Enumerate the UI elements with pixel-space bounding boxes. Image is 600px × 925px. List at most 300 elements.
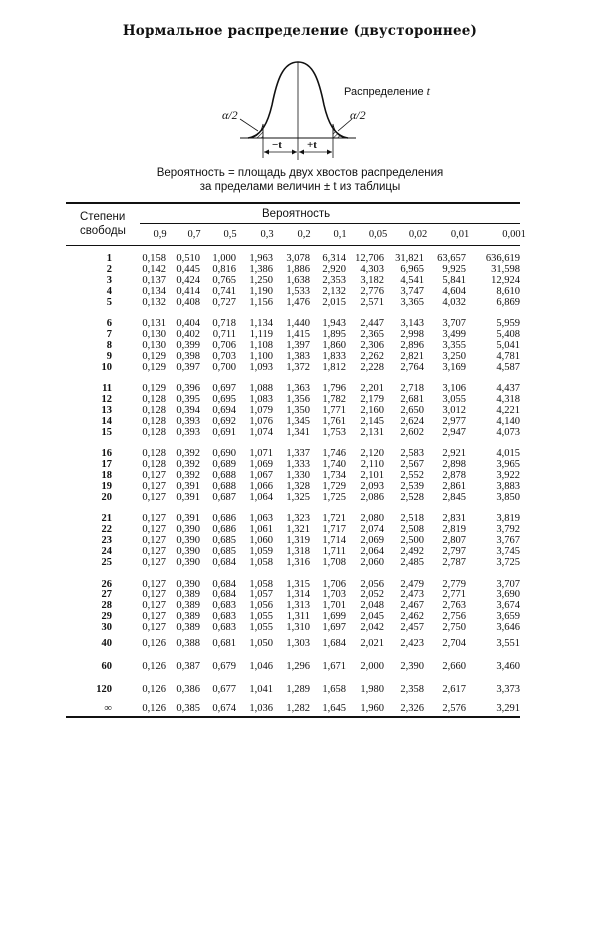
table-cell: 1,321	[286, 524, 310, 536]
table-cell: 1,319	[286, 535, 310, 547]
table-cell: 5,041	[496, 339, 520, 351]
column-header: 0,001	[502, 229, 526, 240]
table-cell: 1,761	[322, 415, 346, 427]
table-cell: 1,314	[286, 589, 310, 601]
table-cell: 0,128	[142, 448, 166, 460]
table-cell: 1,067	[249, 470, 273, 482]
table-cell: 0,389	[176, 622, 200, 634]
df-cell: 3	[106, 274, 112, 286]
table-cell: 0,677	[212, 684, 236, 695]
table-cell: 0,683	[212, 600, 236, 612]
table-cell: 3,767	[496, 535, 520, 547]
table-cell: 4,015	[496, 448, 520, 460]
table-cell: 3,460	[496, 661, 520, 672]
df-cell: 16	[101, 448, 112, 460]
table-cell: 3,922	[496, 470, 520, 482]
table-cell: 63,657	[437, 253, 466, 264]
table-cell: 0,741	[212, 285, 236, 297]
table-cell: 2,467	[400, 600, 424, 612]
table-cell: 0,697	[212, 383, 236, 395]
table-cell: 1,046	[249, 661, 273, 672]
table-cell: 4,541	[400, 274, 424, 286]
table-cell: 0,127	[142, 546, 166, 558]
table-cell: 1,083	[249, 394, 273, 406]
table-cell: 2,086	[360, 491, 384, 503]
table-cell: 3,745	[496, 546, 520, 558]
table-cell: 2,807	[442, 535, 466, 547]
table-cell: 4,587	[496, 361, 520, 373]
table-cell: 0,816	[212, 263, 236, 275]
table-cell: 0,424	[176, 274, 200, 286]
table-cell: 2,518	[400, 513, 424, 525]
table-cell: 1,721	[322, 513, 346, 525]
df-cell: 29	[101, 611, 112, 623]
df-cell: 19	[101, 481, 112, 492]
table-cell: 0,689	[212, 459, 236, 471]
table-cell: 1,638	[286, 274, 310, 286]
table-cell: 0,127	[142, 578, 166, 590]
table-cell: 2,201	[360, 383, 384, 395]
table-cell: 1,671	[322, 661, 346, 672]
table-cell: 2,390	[400, 661, 424, 672]
table-cell: 0,700	[212, 361, 236, 373]
table-cell: 2,179	[360, 394, 384, 406]
table-cell: 1,895	[322, 329, 346, 340]
df-cell: ∞	[104, 703, 112, 714]
table-cell: 2,576	[442, 703, 466, 714]
table-cell: 2,508	[400, 524, 424, 536]
alpha-left-pointer	[240, 119, 258, 131]
table-cell: 0,414	[176, 285, 200, 297]
table-cell: 3,499	[442, 329, 466, 340]
table-cell: 0,131	[142, 318, 166, 330]
table-cell: 2,306	[360, 339, 384, 351]
table-cell: 0,674	[212, 703, 236, 714]
table-cell: 2,145	[360, 415, 384, 427]
table-cell: 1,734	[322, 470, 346, 482]
table-cell: 0,128	[142, 459, 166, 471]
table-cell: 2,821	[400, 350, 424, 362]
table-cell: 1,100	[249, 350, 273, 362]
table-cell: 0,388	[176, 638, 200, 649]
t-distribution-figure	[0, 0, 600, 170]
table-cell: 0,128	[142, 394, 166, 406]
table-cell: 3,355	[442, 339, 466, 351]
table-cell: 1,960	[360, 703, 384, 714]
table-cell: 2,764	[400, 361, 424, 373]
table-cell: 0,688	[212, 470, 236, 482]
table-cell: 1,350	[286, 405, 310, 416]
left-tail-shade	[250, 124, 263, 138]
df-cell: 5	[106, 296, 112, 308]
table-cell: 3,078	[286, 253, 310, 264]
column-header: 0,5	[223, 229, 237, 240]
table-cell: 2,861	[442, 481, 466, 492]
table-cell: 2,896	[400, 339, 424, 351]
table-cell: 0,387	[176, 661, 200, 672]
column-header: 0,05	[368, 229, 388, 240]
table-cell: 0,390	[176, 557, 200, 568]
table-cell: 2,704	[442, 638, 466, 649]
table-cell: 2,779	[442, 578, 466, 590]
table-cell: 0,128	[142, 426, 166, 438]
df-cell: 23	[101, 535, 112, 547]
table-cell: 2,479	[400, 578, 424, 590]
table-cell: 1,711	[322, 546, 346, 558]
table-cell: 2,048	[360, 600, 384, 612]
table-cell: 0,686	[212, 524, 236, 536]
df-cell: 20	[101, 491, 112, 503]
table-cell: 1,134	[249, 318, 273, 330]
table-cell: 1,088	[249, 383, 273, 395]
table-cell: 0,127	[142, 589, 166, 601]
table-cell: 3,551	[496, 638, 520, 649]
table-cell: 0,130	[142, 339, 166, 351]
table-cell: 4,032	[442, 296, 466, 308]
df-cell: 6	[106, 318, 112, 330]
plus-t-label: +t	[307, 139, 317, 151]
table-cell: 0,727	[212, 296, 236, 308]
df-cell: 13	[101, 405, 112, 416]
table-cell: 1,056	[249, 600, 273, 612]
table-cell: 2,552	[400, 470, 424, 482]
table-cell: 1,356	[286, 394, 310, 406]
table-cell: 0,684	[212, 578, 236, 590]
table-cell: 636,619	[485, 253, 520, 264]
table-cell: 0,392	[176, 448, 200, 460]
df-cell: 8	[106, 339, 112, 351]
df-cell: 27	[101, 589, 112, 601]
df-cell: 2	[106, 263, 112, 275]
df-cell: 15	[101, 426, 112, 438]
table-cell: 2,353	[322, 274, 346, 286]
table-cell: 0,393	[176, 415, 200, 427]
table-cell: 3,250	[442, 350, 466, 362]
table-cell: 1,886	[286, 263, 310, 275]
table-cell: 3,965	[496, 459, 520, 471]
table-cell: 0,142	[142, 263, 166, 275]
table-cell: 2,160	[360, 405, 384, 416]
table-cell: 0,137	[142, 274, 166, 286]
table-cell: 2,771	[442, 589, 466, 601]
table-cell: 1,190	[249, 285, 273, 297]
table-cell: 0,127	[142, 481, 166, 492]
table-cell: 1,708	[322, 557, 346, 568]
table-cell: 8,610	[496, 285, 520, 297]
table-cell: 0,127	[142, 600, 166, 612]
table-cell: 0,127	[142, 491, 166, 503]
table-cell: 3,012	[442, 405, 466, 416]
table-cell: 1,717	[322, 524, 346, 536]
table-cell: 2,015	[322, 296, 346, 308]
table-cell: 0,392	[176, 470, 200, 482]
df-cell: 17	[101, 459, 112, 471]
table-cell: 4,303	[360, 263, 384, 275]
table-cell: 1,063	[249, 513, 273, 525]
df-header-line-2: свободы	[80, 225, 126, 237]
table-cell: 1,782	[322, 394, 346, 406]
table-bottom-rule	[66, 716, 520, 718]
table-cell: 3,690	[496, 589, 520, 601]
table-cell: 2,052	[360, 589, 384, 601]
table-cell: 1,064	[249, 491, 273, 503]
df-cell: 10	[101, 361, 112, 373]
table-cell: 2,998	[400, 329, 424, 340]
table-cell: 0,126	[142, 638, 166, 649]
table-cell: 2,920	[322, 263, 346, 275]
table-cell: 2,069	[360, 535, 384, 547]
table-cell: 3,373	[496, 684, 520, 695]
table-cell: 1,729	[322, 481, 346, 492]
table-cell: 3,747	[400, 285, 424, 297]
table-cell: 2,064	[360, 546, 384, 558]
table-cell: 0,391	[176, 491, 200, 503]
table-cell: 1,316	[286, 557, 310, 568]
table-cell: 0,385	[176, 703, 200, 714]
table-cell: 2,650	[400, 405, 424, 416]
table-cell: 3,674	[496, 600, 520, 612]
table-cell: 2,756	[442, 611, 466, 623]
table-cell: 9,925	[442, 263, 466, 275]
table-cell: 1,833	[322, 350, 346, 362]
table-cell: 0,711	[212, 329, 236, 340]
table-cell: 1,076	[249, 415, 273, 427]
table-cell: 1,282	[286, 703, 310, 714]
table-cell: 0,399	[176, 339, 200, 351]
table-cell: 3,725	[496, 557, 520, 568]
minus-t-label: −t	[272, 139, 282, 151]
table-cell: 2,056	[360, 578, 384, 590]
table-cell: 0,389	[176, 600, 200, 612]
table-cell: 1,315	[286, 578, 310, 590]
df-cell: 21	[101, 513, 112, 525]
table-cell: 4,073	[496, 426, 520, 438]
table-cell: 1,079	[249, 405, 273, 416]
table-cell: 0,394	[176, 405, 200, 416]
table-cell: 1,061	[249, 524, 273, 536]
table-cell: 0,390	[176, 524, 200, 536]
table-cell: 0,130	[142, 329, 166, 340]
table-cell: 3,883	[496, 481, 520, 492]
table-cell: 1,740	[322, 459, 346, 471]
column-header: 0,7	[187, 229, 201, 240]
table-cell: 2,045	[360, 611, 384, 623]
table-cell: 3,106	[442, 383, 466, 395]
table-cell: 0,681	[212, 638, 236, 649]
table-cell: 2,878	[442, 470, 466, 482]
table-cell: 2,750	[442, 622, 466, 634]
table-cell: 1,372	[286, 361, 310, 373]
table-cell: 2,845	[442, 491, 466, 503]
table-cell: 12,706	[355, 253, 384, 264]
df-cell: 4	[106, 285, 112, 297]
table-cell: 2,776	[360, 285, 384, 297]
table-cell: 4,604	[442, 285, 466, 297]
table-cell: 4,781	[496, 350, 520, 362]
table-cell: 0,408	[176, 296, 200, 308]
table-cell: 2,120	[360, 448, 384, 460]
df-cell: 14	[101, 415, 112, 427]
table-cell: 2,763	[442, 600, 466, 612]
table-cell: 0,402	[176, 329, 200, 340]
table-cell: 2,681	[400, 394, 424, 406]
table-cell: 4,437	[496, 383, 520, 395]
table-cell: 0,129	[142, 350, 166, 362]
table-cell: 3,707	[442, 318, 466, 330]
table-cell: 1,058	[249, 557, 273, 568]
table-cell: 2,423	[400, 638, 424, 649]
table-cell: 0,127	[142, 513, 166, 525]
table-cell: 0,510	[176, 253, 200, 264]
table-cell: 1,323	[286, 513, 310, 525]
table-cell: 1,055	[249, 622, 273, 634]
table-cell: 0,127	[142, 535, 166, 547]
table-cell: 0,389	[176, 611, 200, 623]
table-cell: 2,132	[322, 285, 346, 297]
table-cell: 2,787	[442, 557, 466, 568]
table-cell: 0,390	[176, 578, 200, 590]
table-cell: 0,685	[212, 535, 236, 547]
table-cell: 0,404	[176, 318, 200, 330]
table-cell: 1,697	[322, 622, 346, 634]
table-cell: 0,129	[142, 383, 166, 395]
table-cell: 0,391	[176, 481, 200, 492]
table-cell: 1,980	[360, 684, 384, 695]
table-cell: 1,706	[322, 578, 346, 590]
table-cell: 2,831	[442, 513, 466, 525]
probability-header: Вероятность	[262, 208, 331, 220]
table-cell: 1,296	[286, 661, 310, 672]
table-cell: 0,129	[142, 361, 166, 373]
table-cell: 1,397	[286, 339, 310, 351]
table-cell: 3,792	[496, 524, 520, 536]
df-cell: 22	[101, 524, 112, 536]
table-cell: 1,746	[322, 448, 346, 460]
table-cell: 0,126	[142, 703, 166, 714]
page-title: Нормальное распределение (двустороннее)	[122, 23, 478, 39]
table-cell: 2,462	[400, 611, 424, 623]
caption-line-2: за пределами величин ± t из таблицы	[199, 181, 401, 193]
table-cell: 0,445	[176, 263, 200, 275]
table-cell: 2,567	[400, 459, 424, 471]
table-cell: 5,841	[442, 274, 466, 286]
table-cell: 0,688	[212, 481, 236, 492]
df-cell: 28	[101, 600, 112, 612]
table-cell: 2,921	[442, 448, 466, 460]
table-cell: 1,311	[286, 611, 310, 623]
table-cell: 1,699	[322, 611, 346, 623]
table-cell: 0,132	[142, 296, 166, 308]
table-cell: 0,127	[142, 470, 166, 482]
table-cell: 2,539	[400, 481, 424, 492]
table-cell: 1,310	[286, 622, 310, 634]
table-cell: 1,771	[322, 405, 346, 416]
table-cell: 0,691	[212, 426, 236, 438]
table-cell: 2,473	[400, 589, 424, 601]
table-cell: 1,337	[286, 448, 310, 460]
table-cell: 1,943	[322, 318, 346, 330]
table-cell: 2,021	[360, 638, 384, 649]
table-cell: 2,074	[360, 524, 384, 536]
column-header: 0,2	[297, 229, 311, 240]
table-cell: 2,492	[400, 546, 424, 558]
table-cell: 0,718	[212, 318, 236, 330]
table-cell: 2,977	[442, 415, 466, 427]
table-cell: 2,060	[360, 557, 384, 568]
table-cell: 2,358	[400, 684, 424, 695]
table-cell: 0,127	[142, 622, 166, 634]
table-cell: 12,924	[491, 274, 520, 286]
table-cell: 1,333	[286, 459, 310, 471]
table-cell: 1,325	[286, 491, 310, 503]
table-cell: 1,860	[322, 339, 346, 351]
table-cell: 3,659	[496, 611, 520, 623]
table-cell: 1,318	[286, 546, 310, 558]
table-cell: 0,127	[142, 557, 166, 568]
table-cell: 0,126	[142, 661, 166, 672]
table-cell: 2,000	[360, 661, 384, 672]
column-header: 0,01	[450, 229, 470, 240]
table-cell: 6,965	[400, 263, 424, 275]
header-bottom-rule	[66, 245, 520, 246]
table-cell: 1,289	[286, 684, 310, 695]
table-cell: 3,850	[496, 491, 520, 503]
caption-line-1: Вероятность = площадь двух хвостов распределения	[156, 167, 444, 179]
table-cell: 1,036	[249, 703, 273, 714]
table-cell: 2,660	[442, 661, 466, 672]
table-cell: 1,041	[249, 684, 273, 695]
table-cell: 1,330	[286, 470, 310, 482]
table-cell: 6,314	[322, 253, 346, 264]
df-cell: 40	[101, 638, 112, 649]
table-cell: 0,684	[212, 589, 236, 601]
table-cell: 0,684	[212, 557, 236, 568]
table-cell: 2,571	[360, 296, 384, 308]
table-cell: 1,714	[322, 535, 346, 547]
table-cell: 0,395	[176, 394, 200, 406]
table-cell: 2,457	[400, 622, 424, 634]
table-cell: 1,415	[286, 329, 310, 340]
table-cell: 1,383	[286, 350, 310, 362]
distribution-label: Распределение t	[344, 84, 430, 98]
table-cell: 1,440	[286, 318, 310, 330]
df-cell: 26	[101, 578, 112, 590]
table-cell: 0,393	[176, 426, 200, 438]
table-cell: 0,685	[212, 546, 236, 558]
table-cell: 1,703	[322, 589, 346, 601]
table-cell: 1,057	[249, 589, 273, 601]
alpha-left-label: α/2	[222, 108, 238, 122]
df-cell: 24	[101, 546, 112, 558]
table-cell: 5,408	[496, 329, 520, 340]
table-cell: 1,069	[249, 459, 273, 471]
table-cell: 2,528	[400, 491, 424, 503]
table-cell: 0,694	[212, 405, 236, 416]
table-cell: 1,055	[249, 611, 273, 623]
table-cell: 0,128	[142, 415, 166, 427]
df-cell: 9	[106, 350, 112, 362]
table-cell: 2,131	[360, 426, 384, 438]
table-cell: 0,127	[142, 611, 166, 623]
table-cell: 1,645	[322, 703, 346, 714]
table-cell: 0,389	[176, 589, 200, 601]
table-cell: 2,080	[360, 513, 384, 525]
table-cell: 1,066	[249, 481, 273, 492]
table-cell: 0,126	[142, 684, 166, 695]
table-cell: 1,108	[249, 339, 273, 351]
table-cell: 0,127	[142, 524, 166, 536]
table-cell: 1,533	[286, 285, 310, 297]
